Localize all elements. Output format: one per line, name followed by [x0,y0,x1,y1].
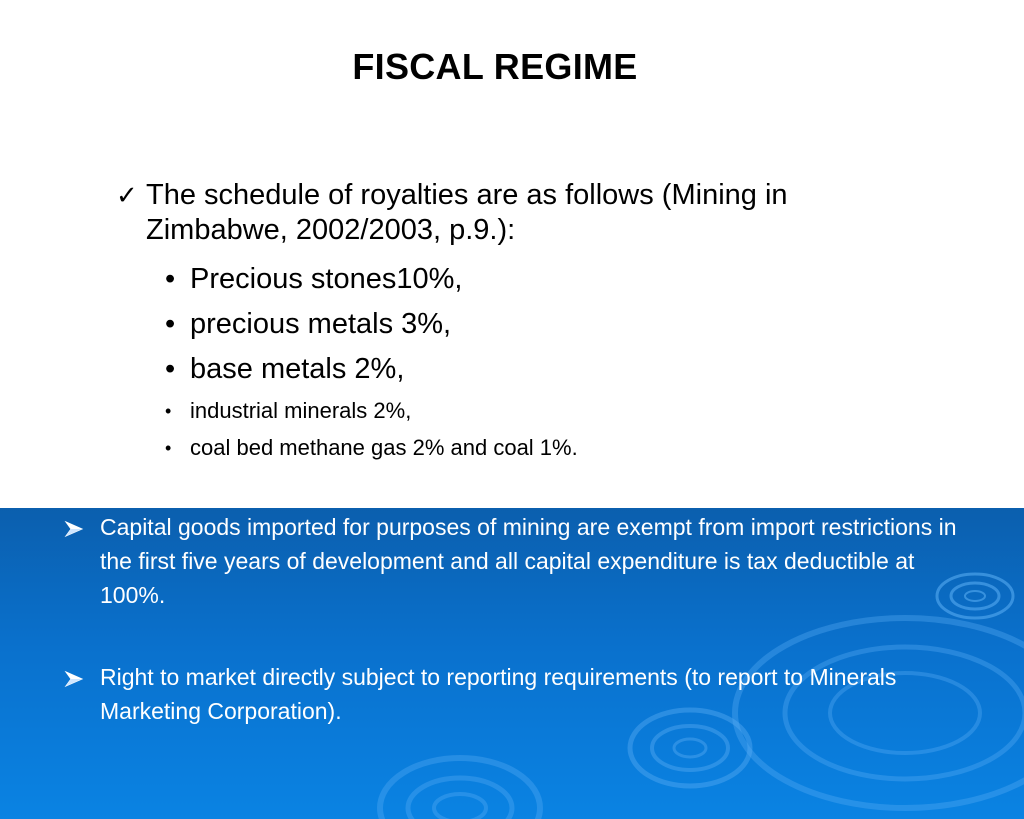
list-item [163,393,863,430]
bullet-icon: • [165,438,172,458]
royalty-item-text: coal bed methane gas 2% and coal 1%. [190,435,578,460]
list-item [163,258,863,303]
slide-title: FISCAL REGIME [352,46,638,87]
royalty-item-text: Precious stones10%, [190,263,463,295]
royalty-intro-text: The schedule of royalties are as follows (Mining in Zimbabwe, 2002/2003, p.9.): [146,179,788,246]
check-icon: ✓ [116,180,138,210]
bullet-icon: • [165,263,176,295]
bullet-icon: • [165,401,172,421]
bullet-icon: • [165,353,176,385]
royalty-item-text: precious metals 3%, [190,308,452,340]
royalty-item-text: industrial minerals 2%, [190,398,412,423]
market-directly-text: Right to market directly subject to reporting requirements (to report to Minerals Marketing Corporation). [100,664,897,724]
royalty-list [163,258,863,467]
capital-goods-text: Capital goods imported for purposes of mining are exempt from import restrictions in the first five years of development and all capital expenditure is tax deductible at 100%. [100,514,957,608]
list-item [163,303,863,348]
arrow-bullet-icon [62,661,92,695]
arrow-bullet-icon [62,511,92,545]
market-directly-point [62,660,962,728]
list-item [163,430,863,467]
royalty-intro [116,178,916,248]
bullet-icon: • [165,308,176,340]
capital-goods-point [62,510,962,612]
list-item [163,348,863,393]
royalty-item-text: base metals 2%, [190,353,405,385]
